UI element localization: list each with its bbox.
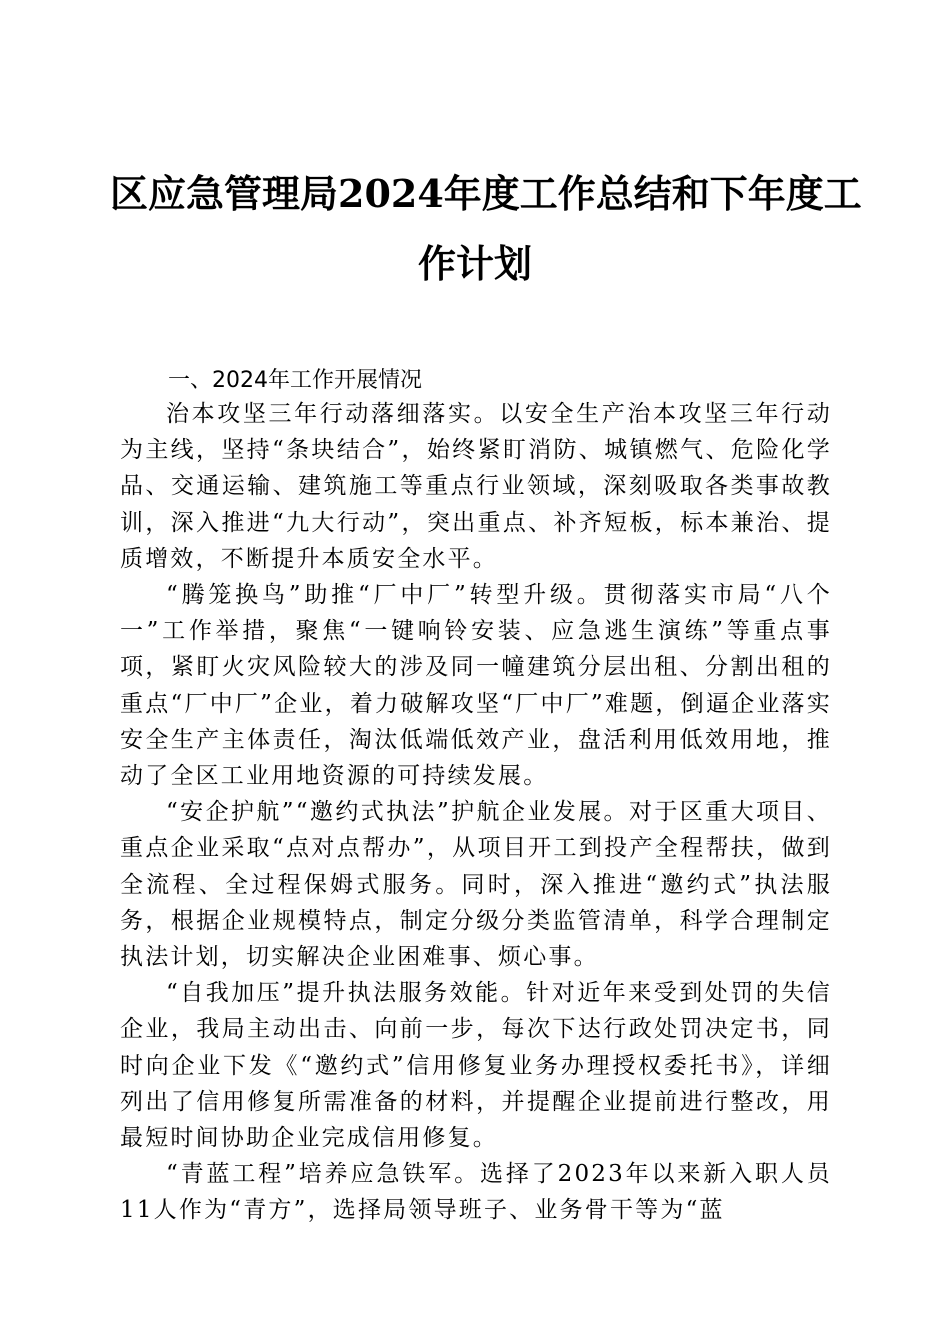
document-title-line-1: 区应急管理局2024年度工作总结和下年度工 [110, 171, 862, 216]
paragraph-5: “青蓝工程”培养应急铁军。选择了2023年以来新入职人员11人作为“青方”，选择局领导班子、业务骨干等为“蓝 [120, 1161, 832, 1224]
paragraph-4: “自我加压”提升执法服务效能。针对近年来受到处罚的失信企业，我局主动出击、向前一步，每次下达行政处罚决定书，同时向企业下发《“邀约式”信用修复业务办理授权委托书》，详细列出了信用修复所需准备的材料，并提醒企业提前进行整改，用最短时间协助企业完成信用修复。 [120, 980, 832, 1152]
paragraph-1: 治本攻坚三年行动落细落实。以安全生产治本攻坚三年行动为主线，坚持“条块结合”，始终紧盯消防、城镇燃气、危险化学品、交通运输、建筑施工等重点行业领域，深刻吸取各类事故教训，深入推进“九大行动”，突出重点、补齐短板，标本兼治、提质增效，不断提升本质安全水平。 [120, 401, 832, 572]
section-heading: 一、2024年工作开展情况 [168, 368, 422, 393]
document-title-line-2: 作计划 [417, 241, 532, 286]
paragraph-3: “安企护航”“邀约式执法”护航企业发展。对于区重大项目、重点企业采取“点对点帮办”，从项目开工到投产全程帮扶，做到全流程、全过程保姆式服务。同时，深入推进“邀约式”执法服务，根据企业规模特点，制定分级分类监管清单，科学合理制定执法计划，切实解决企业困难事、烦心事。 [120, 799, 832, 971]
paragraph-2: “腾笼换鸟”助推“厂中厂”转型升级。贯彻落实市局“八个一”工作举措，聚焦“一键响铃安装、应急逃生演练”等重点事项，紧盯火灾风险较大的涉及同一幢建筑分层出租、分割出租的重点“厂中厂”企业，着力破解攻坚“厂中厂”难题，倒逼企业落实安全生产主体责任，淘汰低端低效产业，盘活利用低效用地，推动了全区工业用地资源的可持续发展。 [120, 582, 832, 790]
document-body [120, 396, 832, 1229]
